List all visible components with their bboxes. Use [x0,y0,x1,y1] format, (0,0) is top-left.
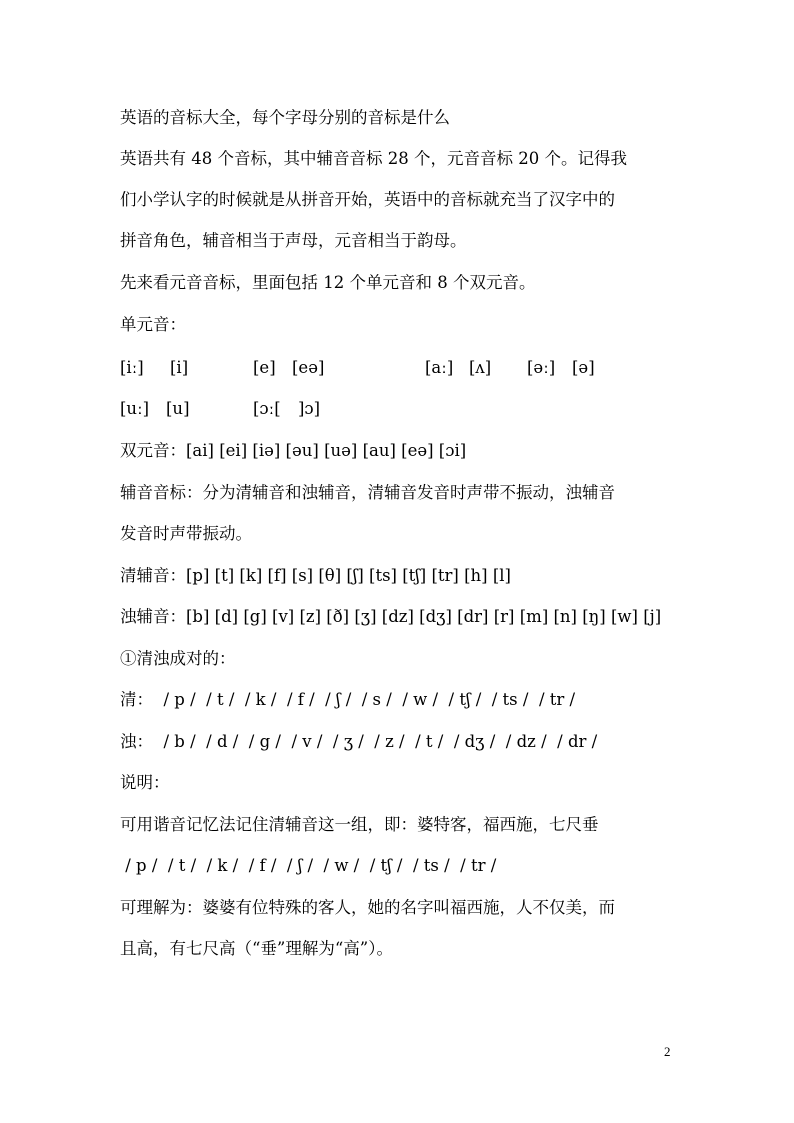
phoneme: [i] [170,358,189,377]
explanation-line-1: 可理解为：婆婆有位特殊的客人，她的名字叫福西施，人不仅美，而 [120,898,615,917]
phoneme: ]ɔ] [298,399,321,418]
pairs-voiced: 浊： / b / / d / / g / / v / / ʒ / / z / / t / / dʒ / / dz / / dr / [120,732,598,751]
consonant-intro-line-1: 辅音音标：分为清辅音和浊辅音，清辅音发音时声带不振动，浊辅音 [120,483,615,502]
voiceless-consonants: 清辅音：[p] [t] [k] [f] [s] [θ] [ʃ] [ts] [tʃ] [tr] [h] [l] [120,566,511,585]
phoneme: [eə] [292,358,325,377]
intro-line-1: 英语共有 48 个音标，其中辅音音标 28 个，元音音标 20 个。记得我 [120,149,627,168]
pairs-heading: ①清浊成对的： [120,649,236,668]
mnemonic-symbols: / p / / t / / k / / f / / ʃ / / w / / tʃ / / ts / / tr / [120,856,497,875]
phoneme: [ʌ] [469,358,492,377]
intro-line-3: 拼音角色，辅音相当于声母，元音相当于韵母。 [120,231,467,250]
phoneme: [aː] [425,358,454,377]
explanation-line-2: 且高，有七尺高（“垂”理解为“高”）。 [120,939,393,958]
phoneme: [e] [253,358,276,377]
phoneme: [uː] [120,399,150,418]
phoneme: [ɔː[ [253,399,281,418]
explain-heading: 说明： [120,773,170,792]
monophthong-heading: 单元音： [120,315,186,334]
diphthongs-line: 双元音：[ai] [ei] [iə] [əu] [uə] [au] [eə] [ɔi] [120,441,467,460]
phoneme: [əː] [527,358,556,377]
phoneme: [iː] [120,358,144,377]
vowel-intro: 先来看元音音标，里面包括 12 个单元音和 8 个双元音。 [120,273,536,292]
phoneme: [u] [166,399,190,418]
mnemonic-line: 可用谐音记忆法记住清辅音这一组，即：婆特客，福西施，七尺垂 [120,815,599,834]
intro-line-2: 们小学认字的时候就是从拼音开始，英语中的音标就充当了汉字中的 [120,190,615,209]
pairs-voiceless: 清： / p / / t / / k / / f / / ʃ / / s / / w / / tʃ / / ts / / tr / [120,690,576,709]
page-number: 2 [664,1044,671,1059]
document-title: 英语的音标大全，每个字母分别的音标是什么 [120,108,450,127]
phoneme: [ə] [572,358,595,377]
voiced-consonants: 浊辅音：[b] [d] [g] [v] [z] [ð] [ʒ] [dz] [dʒ] [dr] [r] [m] [n] [ŋ] [w] [j] [120,607,662,626]
consonant-intro-line-2: 发音时声带振动。 [120,524,252,543]
